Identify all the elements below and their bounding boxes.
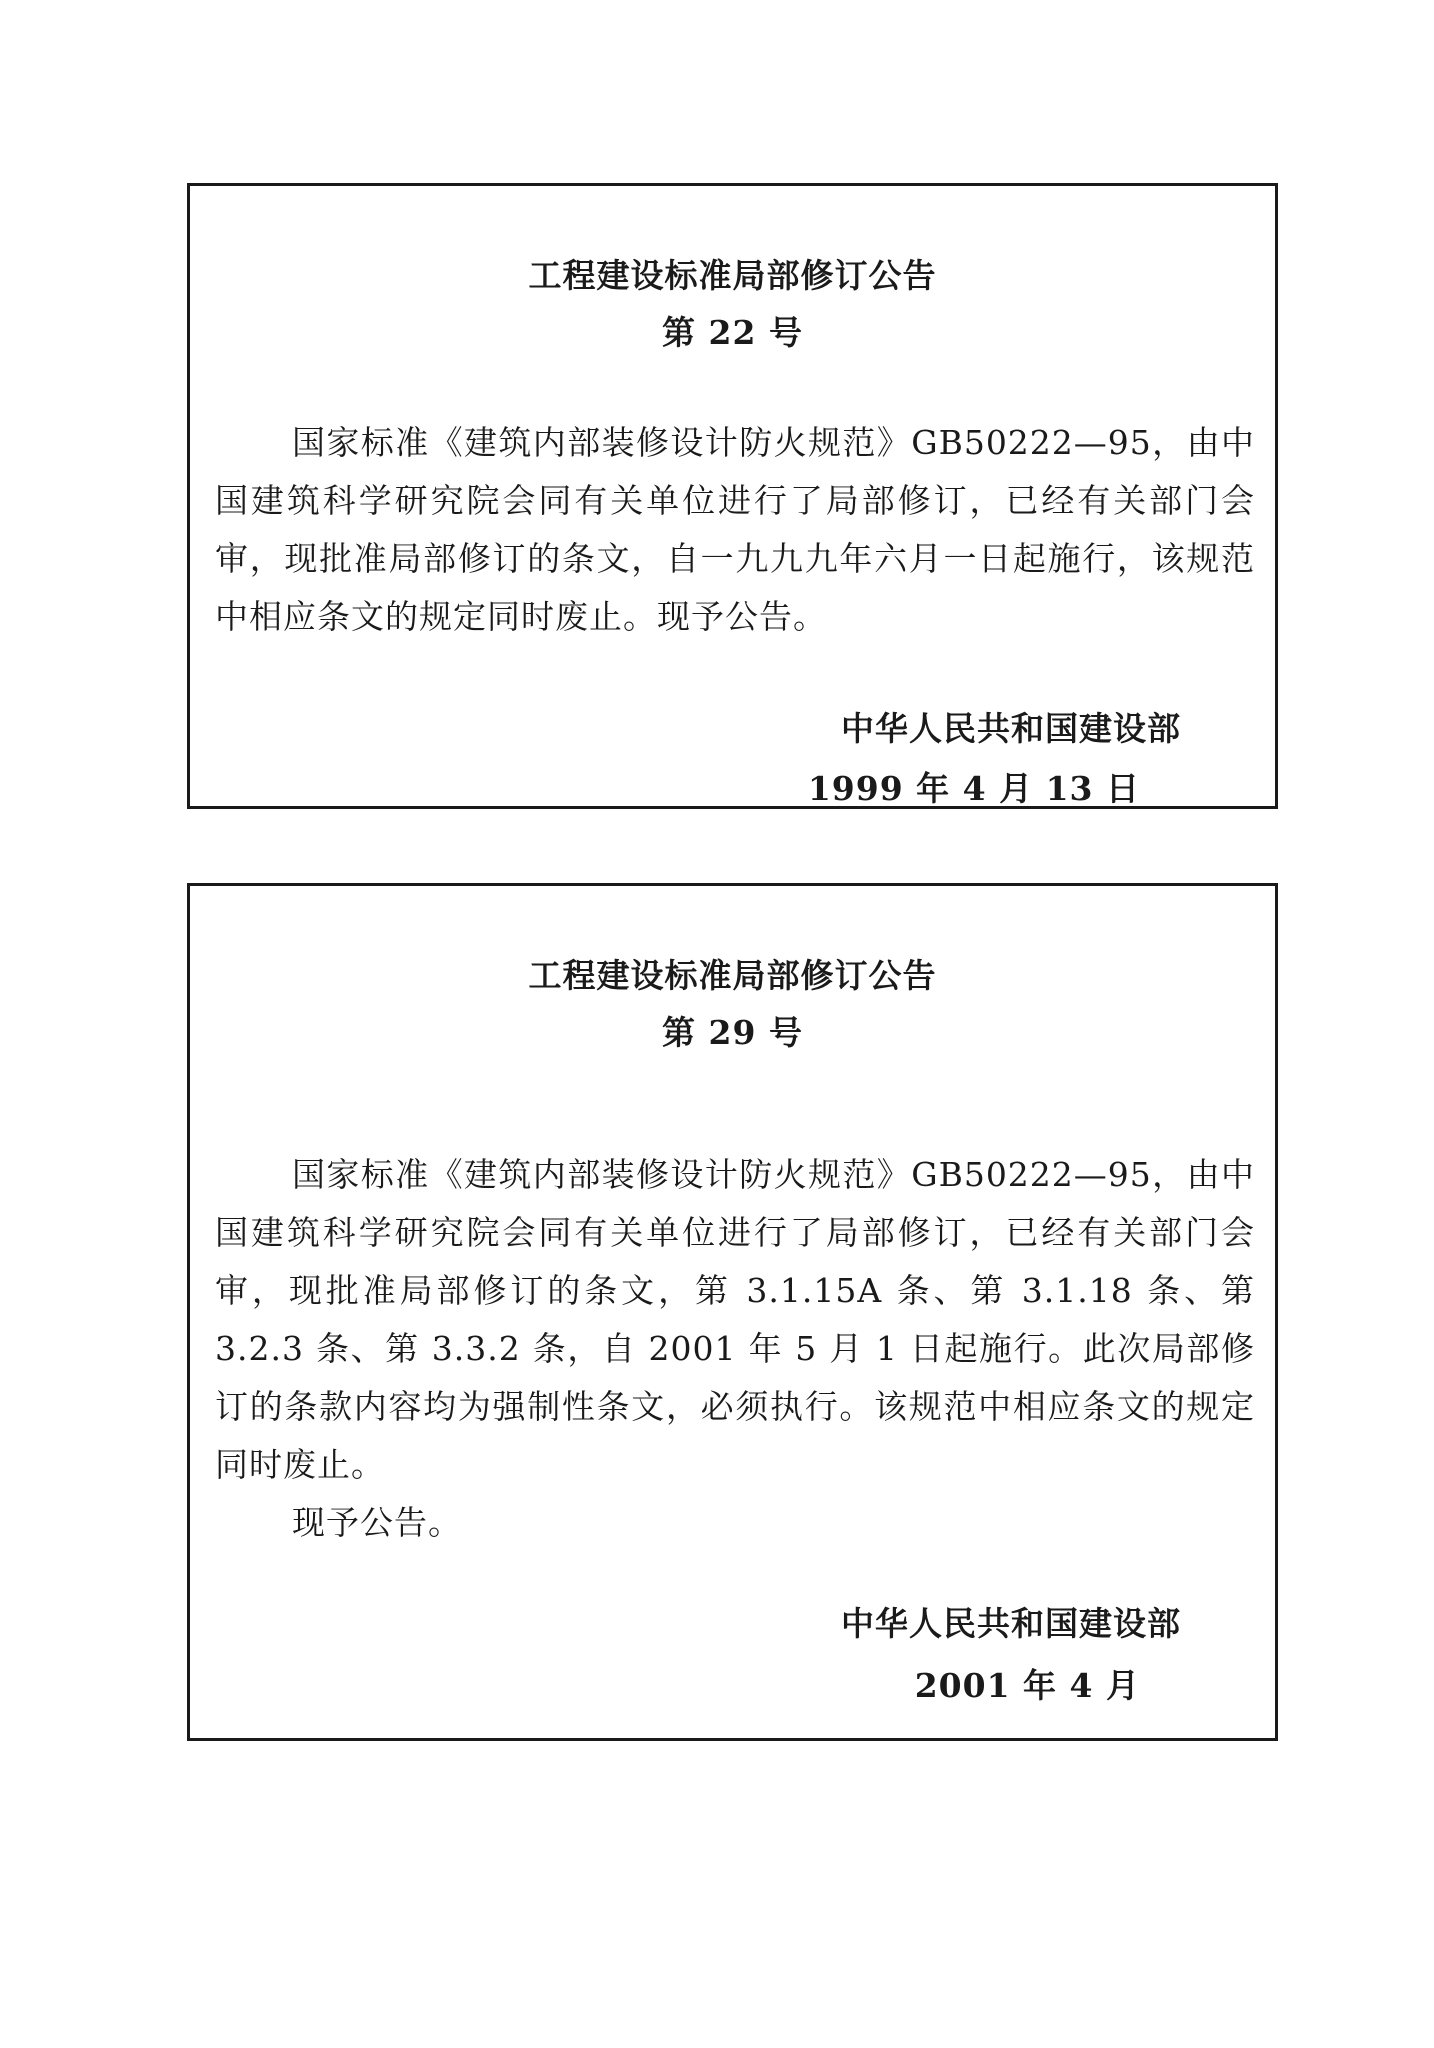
issue-date: 1999 年 4 月 13 日 [807,769,1140,808]
notice-title: 工程建设标准局部修订公告 [528,256,937,295]
notice-body [215,414,1255,646]
issuer-name: 中华人民共和国建设部 [841,1604,1181,1643]
issuer-name: 中华人民共和国建设部 [841,709,1181,748]
revision-notice-29 [187,883,1278,1741]
revision-notice-22 [187,183,1278,809]
issue-date: 2001 年 4 月 [914,1666,1140,1705]
notice-paragraph: 国家标准《建筑内部装修设计防火规范》GB50222—95，由中国建筑科学研究院会同有关单位进行了局部修订，已经有关部门会审，现批准局部修订的条文，自一九九九年六月一日起施行，该规范中相应条文的规定同时废止。现予公告。 [215,423,1255,636]
notice-body [215,1146,1255,1552]
notice-paragraph: 国家标准《建筑内部装修设计防火规范》GB50222—95，由中国建筑科学研究院会同有关单位进行了局部修订，已经有关部门会审，现批准局部修订的条文，第 3.1.15A 条、第 3.1.18 条、第 3.2.3 条、第 3.3.2 条，自 2001 年 5 月 1 日起施行。此次局部修订的条款内容均为强制性条文，必须执行。该规范中相应条文的规定同时废止。 [215,1155,1255,1484]
notice-number: 第 29 号 [662,1013,803,1052]
notice-closing: 现予公告。 [292,1503,462,1542]
notice-title: 工程建设标准局部修订公告 [528,956,937,995]
notice-number: 第 22 号 [662,313,803,352]
